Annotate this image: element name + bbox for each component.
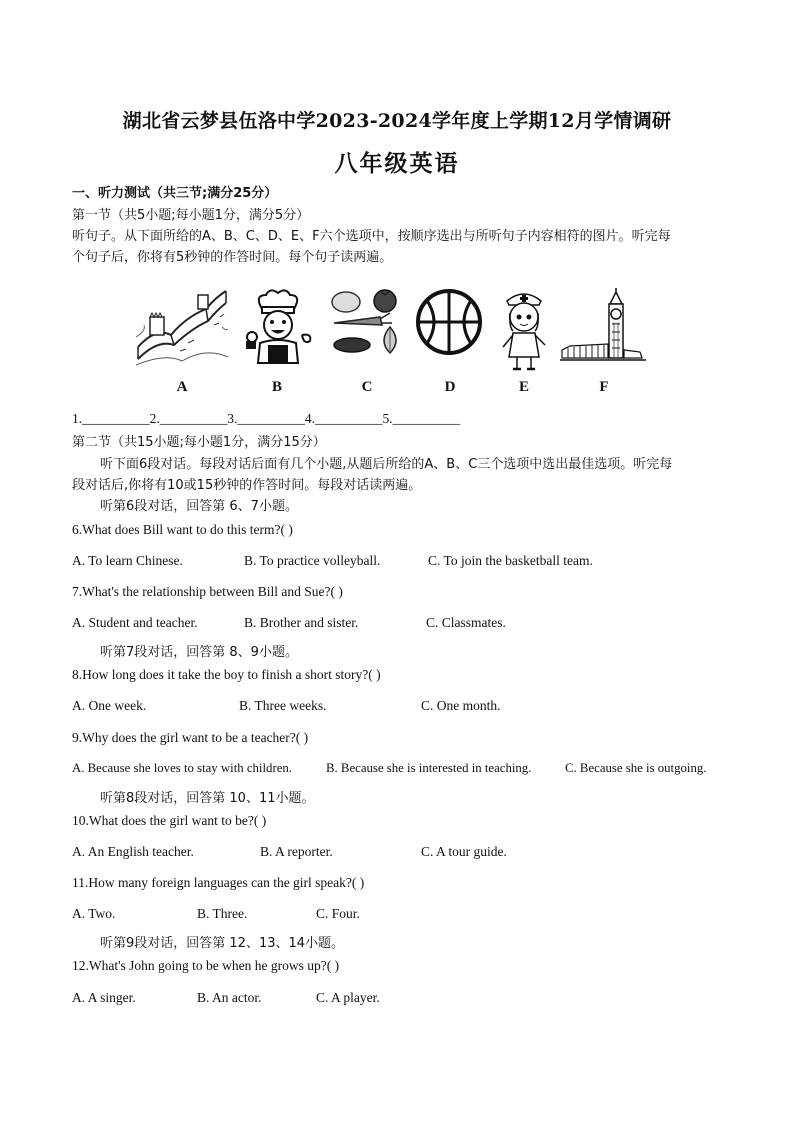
question-6-option-c: C. To join the basketball team.: [428, 553, 593, 568]
question-9: 9.Why does the girl want to be a teacher?( ): [72, 730, 309, 745]
dialogue-6-note: 听第6段对话，回答第 6、7小题。: [100, 499, 298, 514]
question-11-option-b: B. Three.: [197, 906, 248, 921]
section2-heading: 第二节（共15小题;每小题1分，满分15分）: [72, 435, 326, 450]
vegetables-icon: [330, 289, 408, 359]
great-wall-icon: [136, 287, 228, 367]
exam-title: 湖北省云梦县伍洛中学2023-2024学年度上学期12月学情调研: [122, 110, 672, 132]
question-6-option-b: B. To practice volleyball.: [244, 553, 381, 568]
picture-label-e: E: [518, 379, 529, 395]
section2-instruction-line1: 听下面6段对话。每段对话后面有几个小题,从题后所给的A、B、C三个选项中选出最佳选项。听完每: [100, 457, 673, 472]
nurse-icon: [499, 287, 549, 373]
part1-heading: 一、听力测试（共三节;满分25分）: [72, 186, 278, 201]
question-8-option-a: A. One week.: [72, 698, 147, 713]
question-7-option-c: C. Classmates.: [426, 615, 506, 630]
question-7-option-a: A. Student and teacher.: [72, 615, 198, 630]
section1-instruction-line2: 个句子后，你将有5秒钟的作答时间。每个句子读两遍。: [72, 250, 393, 265]
question-12-option-a: A. A singer.: [72, 990, 136, 1005]
question-7-option-b: B. Brother and sister.: [244, 615, 359, 630]
question-10-option-b: B. A reporter.: [260, 844, 333, 859]
picture-label-d: D: [444, 379, 456, 395]
question-12-option-b: B. An actor.: [197, 990, 262, 1005]
question-8-option-c: C. One month.: [421, 698, 501, 713]
question-11: 11.How many foreign languages can the girl speak?( ): [72, 875, 365, 890]
picture-label-b: B: [271, 379, 282, 395]
section1-instruction-line1: 听句子。从下面所给的A、B、C、D、E、F六个选项中，按顺序选出与所听句子内容相符的图片。听完每: [72, 229, 671, 244]
question-8: 8.How long does it take the boy to finish a short story?( ): [72, 667, 381, 682]
question-10: 10.What does the girl want to be?( ): [72, 813, 267, 828]
question-8-option-b: B. Three weeks.: [239, 698, 327, 713]
question-6-option-a: A. To learn Chinese.: [72, 553, 183, 568]
picture-label-c: C: [361, 379, 373, 395]
picture-label-f: F: [599, 379, 609, 395]
question-9-option-b: B. Because she is interested in teaching.: [326, 761, 532, 775]
dialogue-7-note: 听第7段对话，回答第 8、9小题。: [100, 645, 298, 660]
question-9-option-a: A. Because she loves to stay with children.: [72, 761, 292, 775]
question-12-option-c: C. A player.: [316, 990, 380, 1005]
question-11-option-c: C. Four.: [316, 906, 360, 921]
exam-subtitle: 八年级英语: [334, 150, 460, 177]
question-10-option-a: A. An English teacher.: [72, 844, 194, 859]
big-ben-icon: [560, 288, 646, 362]
section2-instruction-line2: 段对话后,你将有10或15秒钟的作答时间。每段对话读两遍。: [72, 478, 422, 493]
dialogue-8-note: 听第8段对话，回答第 10、11小题。: [100, 791, 315, 806]
chef-icon: [238, 287, 316, 365]
question-10-option-c: C. A tour guide.: [421, 844, 507, 859]
question-7: 7.What's the relationship between Bill and Sue?( ): [72, 584, 343, 599]
question-12: 12.What's John going to be when he grows up?( ): [72, 958, 340, 973]
question-11-option-a: A. Two.: [72, 906, 116, 921]
answer-blanks: 1.__________2.__________3.__________4.__________5.__________: [72, 411, 461, 426]
section1-heading: 第一节（共5小题;每小题1分，满分5分）: [72, 208, 310, 223]
dialogue-9-note: 听第9段对话，回答第 12、13、14小题。: [100, 936, 345, 951]
picture-label-a: A: [176, 379, 188, 395]
question-9-option-c: C. Because she is outgoing.: [565, 761, 707, 775]
basketball-icon: [414, 287, 484, 357]
question-6: 6.What does Bill want to do this term?( ): [72, 522, 293, 537]
